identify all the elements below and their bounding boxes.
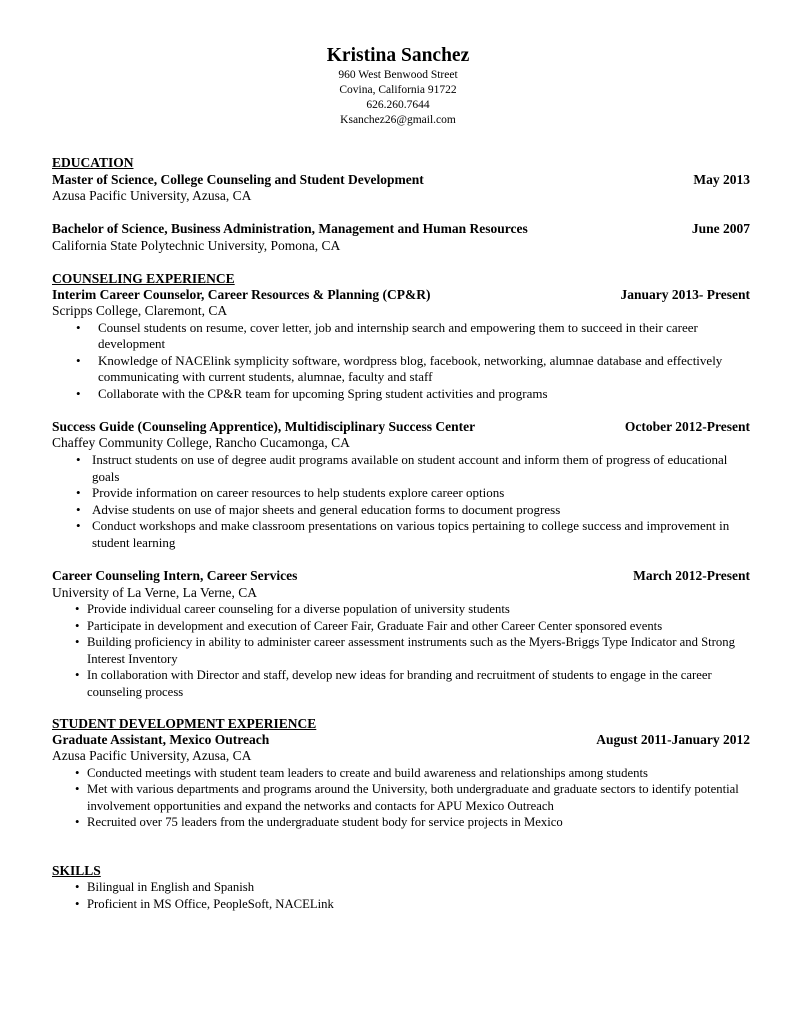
list-item: • Advise students on use of major sheets and general education forms to document progress: [76, 501, 561, 517]
job-bullets: [52, 320, 750, 403]
job-title: Graduate Assistant, Mexico Outreach: [52, 731, 270, 747]
counseling-experience-section: [52, 271, 750, 701]
list-item: • Collaborate with the CP&R team for upcoming Spring student activities and programs: [76, 385, 548, 401]
list-item: • Conducted meetings with student team leaders to create and build awareness and relationships among students: [75, 765, 648, 780]
job-entry: [52, 568, 750, 701]
job-organization: University of La Verne, La Verne, CA: [52, 584, 257, 600]
job-bullets: [52, 452, 750, 552]
degree-title: Bachelor of Science, Business Administration, Management and Human Resources: [52, 221, 528, 236]
address-line-2: Covina, California 91722: [339, 84, 457, 96]
list-item: • Provide individual career counseling for a diverse population of university students: [75, 602, 510, 617]
list-item: • Provide information on career resources to help students explore career options: [76, 485, 505, 501]
bullet-icon: •: [75, 618, 80, 633]
email-address: Ksanchez26@gmail.com: [340, 114, 456, 126]
list-item: • Bilingual in English and Spanish: [75, 879, 255, 894]
skills-bullets: [52, 879, 750, 912]
bullet-icon: •: [76, 518, 81, 534]
job-entry: [52, 419, 750, 552]
job-bullets: [52, 601, 750, 701]
skills-title: SKILLS: [52, 862, 101, 878]
bullet-icon: •: [76, 451, 81, 467]
education-entry: [52, 172, 750, 205]
education-entry: [52, 221, 750, 254]
student-development-section: [52, 716, 750, 831]
counseling-experience-title: COUNSELING EXPERIENCE: [52, 270, 235, 286]
job-entry: [52, 287, 750, 403]
list-item: • Participate in development and execution of Career Fair, Graduate Fair and other Career Center sponsored events: [75, 618, 663, 633]
school-name: Azusa Pacific University, Azusa, CA: [52, 188, 252, 203]
bullet-icon: •: [75, 815, 80, 830]
list-item: • Proficient in MS Office, PeopleSoft, NACELink: [75, 896, 334, 911]
job-title: Interim Career Counselor, Career Resources & Planning (CP&R): [52, 286, 431, 302]
job-date: August 2011-January 2012: [596, 731, 750, 747]
resume-header: [0, 44, 791, 128]
list-item: • Instruct students on use of degree audit programs available on student account and inform them of progress of educational goals: [76, 451, 728, 484]
bullet-icon: •: [76, 485, 81, 501]
degree-title: Master of Science, College Counseling and Student Development: [52, 171, 424, 187]
job-bullets: [52, 765, 750, 831]
list-item: • Conduct workshops and make classroom presentations on various topics pertaining to college success and improvement in student learning: [76, 518, 730, 550]
job-organization: Azusa Pacific University, Azusa, CA: [52, 748, 252, 764]
list-item: • Counsel students on resume, cover letter, job and internship search and empowering them to succeed in their career development: [76, 319, 698, 352]
skills-section: [52, 863, 750, 912]
education-section: [52, 155, 750, 254]
phone-number: 626.260.7644: [366, 99, 430, 111]
bullet-icon: •: [76, 319, 81, 335]
school-name: California State Polytechnic University, Pomona, CA: [52, 237, 341, 253]
job-date: March 2012-Present: [633, 568, 750, 584]
bullet-icon: •: [75, 635, 80, 650]
resume-body: [52, 155, 750, 912]
job-title: Career Counseling Intern, Career Services: [52, 568, 298, 584]
job-organization: Scripps College, Claremont, CA: [52, 303, 228, 318]
education-title: EDUCATION: [52, 155, 134, 170]
bullet-icon: •: [75, 896, 80, 911]
bullet-icon: •: [75, 668, 80, 683]
bullet-icon: •: [75, 879, 80, 894]
bullet-icon: •: [76, 352, 81, 368]
bullet-icon: •: [75, 782, 80, 797]
candidate-name: Kristina Sanchez: [326, 45, 470, 66]
list-item: • Knowledge of NACElink symplicity software, wordpress blog, facebook, networking, alumnae database and effectively communicating with current students, alumnae, faculty and staff: [76, 352, 723, 385]
job-title: Success Guide (Counseling Apprentice), Multidisciplinary Success Center: [52, 418, 476, 434]
bullet-icon: •: [75, 602, 80, 617]
address-line-1: 960 West Benwood Street: [338, 69, 458, 81]
job-organization: Chaffey Community College, Rancho Cucamonga, CA: [52, 435, 350, 451]
job-date: October 2012-Present: [624, 418, 750, 434]
bullet-icon: •: [76, 385, 81, 401]
list-item: • Met with various departments and programs around the University, both undergraduate and graduate sectors to identify potential involvement opportunities and expand the networks and contacts for APU Mexico Outreach: [75, 782, 739, 813]
job-date: January 2013- Present: [620, 286, 750, 302]
degree-date: May 2013: [693, 171, 750, 187]
bullet-icon: •: [75, 765, 80, 780]
bullet-icon: •: [76, 501, 81, 517]
list-item: • In collaboration with Director and staff, develop new ideas for branding and recruitment of students to engage in the career counseling process: [75, 668, 712, 699]
degree-date: June 2007: [691, 221, 750, 236]
list-item: • Recruited over 75 leaders from the undergraduate student body for service projects in Mexico: [75, 815, 563, 830]
student-development-title: STUDENT DEVELOPMENT EXPERIENCE: [52, 715, 317, 731]
list-item: • Building proficiency in ability to administer career assessment instruments such as the Myers-Briggs Type Indicator and Strong Interest Inventory: [75, 635, 735, 666]
